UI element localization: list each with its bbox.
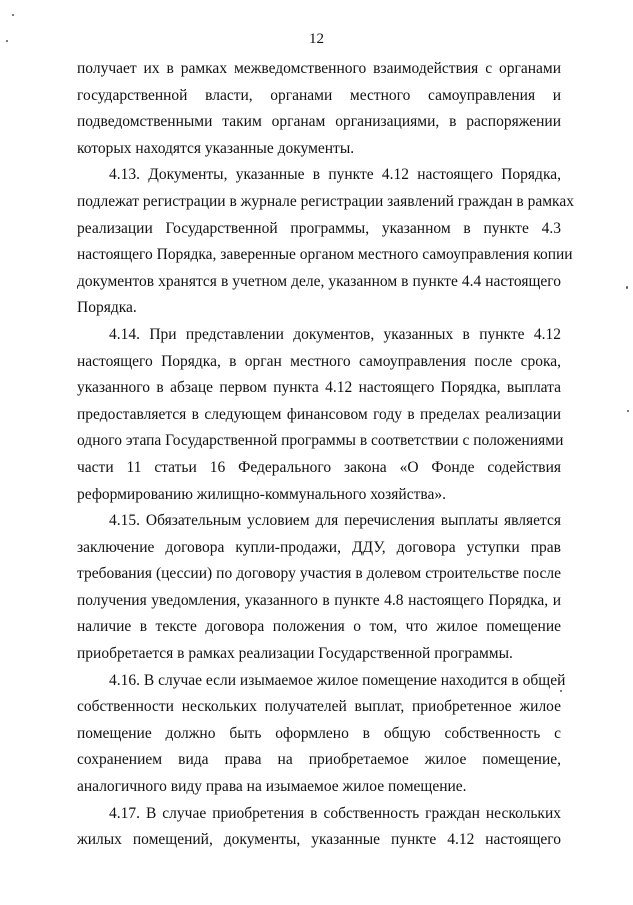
text-line: заключение договора купли-продажи, ДДУ, договора уступки прав: [77, 538, 561, 556]
text-line: 4.15. Обязательным условием для перечисления выплаты является: [109, 512, 561, 530]
text-line: Порядка.: [77, 299, 137, 317]
scan-speck: [560, 690, 562, 692]
text-line: 4.16. В случае если изымаемое жилое помещение находится в общей: [109, 671, 566, 689]
text-line: документов хранятся в учетном деле, указанном в пункте 4.4 настоящего: [77, 272, 561, 290]
text-line: которых находятся указанные документы.: [77, 139, 355, 157]
text-line: помещение должно быть оформлено в общую собственность с: [77, 724, 561, 742]
text-line: указанного в абзаце первом пункта 4.12 настоящего Порядка, выплата: [77, 379, 561, 397]
page-number: 12: [309, 31, 324, 47]
text-line: настоящего Порядка, в орган местного самоуправления после срока,: [77, 352, 561, 370]
text-line: государственной власти, органами местного самоуправления и: [77, 86, 561, 104]
paragraph-4-14: [77, 322, 564, 508]
text-line: получения уведомления, указанного в пункте 4.8 настоящего Порядка, и: [77, 591, 561, 609]
text-line: жилых помещений, документы, указанные пункте 4.12 настоящего: [77, 831, 561, 849]
text-line: подлежат регистрации в журнале регистрации заявлений граждан в рамках: [77, 192, 574, 210]
text-line: 4.17. В случае приобретения в собственность граждан нескольких: [109, 804, 561, 822]
document-body: [77, 56, 574, 854]
paragraph-continuation: [77, 56, 561, 162]
scan-speck: [6, 40, 8, 42]
text-line: части 11 статьи 16 Федерального закона «О Фонде содействия: [77, 458, 561, 476]
text-line: приобретается в рамках реализации Государственной программы.: [77, 645, 513, 663]
text-line: аналогичного виду права на изымаемое жилое помещение.: [77, 778, 467, 796]
text-line: требования (цессии) по договору участия в долевом строительстве после: [77, 565, 561, 583]
paragraph-4-15: [77, 508, 561, 668]
paragraph-4-13: [77, 162, 574, 322]
scan-speck: [627, 410, 629, 412]
text-line: наличие в тексте договора положения о том, что жилое помещение: [77, 618, 561, 636]
text-line: реформированию жилищно-коммунального хозяйства».: [77, 485, 446, 503]
text-line: собственности нескольких получателей выплат, приобретенное жилое: [77, 698, 561, 716]
scan-speck: [626, 286, 628, 289]
text-line: сохранением вида права на приобретаемое жилое помещение,: [77, 751, 561, 769]
text-line: настоящего Порядка, заверенные органом местного самоуправления копии: [77, 246, 573, 264]
text-line: подведомственными таким органам организациями, в распоряжении: [77, 113, 561, 131]
scan-speck: [12, 14, 14, 16]
text-line: предоставляется в следующем финансовом году в пределах реализации: [77, 405, 561, 423]
paragraph-4-16: [77, 668, 566, 801]
text-line: одного этапа Государственной программы в соответствии с положениями: [77, 432, 564, 450]
text-line: реализации Государственной программы, указанном в пункте 4.3: [77, 219, 561, 237]
text-line: получает их в рамках межведомственного взаимодействия с органами: [77, 60, 561, 77]
text-line: 4.14. При представлении документов, указанных в пункте 4.12: [109, 325, 561, 343]
paragraph-4-17: [77, 801, 561, 854]
text-line: 4.13. Документы, указанные в пункте 4.12 настоящего Порядка,: [109, 166, 561, 184]
